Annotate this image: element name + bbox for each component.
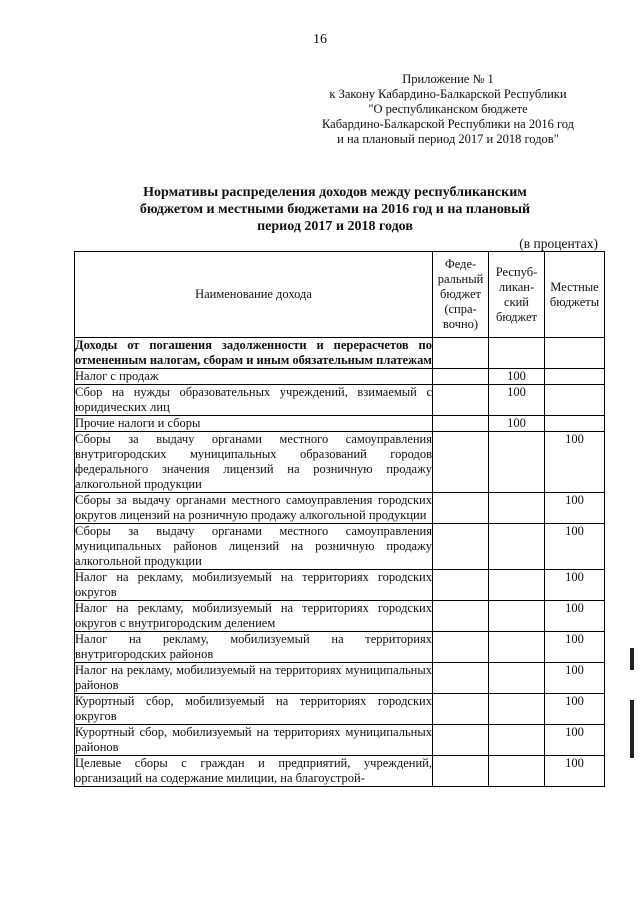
federal-value-cell bbox=[433, 416, 489, 432]
income-name-cell: Курортный сбор, мобилизуемый на территориях городских округов bbox=[75, 694, 432, 723]
local-value-cell bbox=[545, 416, 605, 432]
local-value-cell bbox=[545, 338, 605, 369]
page-number: 16 bbox=[313, 32, 327, 47]
income-name-cell: Налог на рекламу, мобилизуемый на территориях внутригородских районов bbox=[75, 632, 432, 661]
scan-edge-mark bbox=[630, 700, 634, 758]
local-value-cell: 100 bbox=[545, 601, 605, 632]
republic-value-cell bbox=[489, 663, 545, 694]
republic-value-cell bbox=[489, 493, 545, 524]
republic-value-cell bbox=[489, 338, 545, 369]
table-row bbox=[75, 524, 605, 570]
table-row bbox=[75, 570, 605, 601]
local-value-cell: 100 bbox=[545, 493, 605, 524]
federal-value-cell bbox=[433, 570, 489, 601]
income-name-cell: Сборы за выдачу органами местного самоуправления городских округов лицензий на розничную продажу алкогольной продукции bbox=[75, 493, 432, 522]
header-republic-budget: Респуб- ликан- ский бюджет bbox=[489, 252, 545, 338]
header-local-budgets: Местные бюджеты bbox=[545, 252, 605, 338]
table-row bbox=[75, 385, 605, 416]
republic-value-cell bbox=[489, 694, 545, 725]
table-row bbox=[75, 416, 605, 432]
republic-value-cell bbox=[489, 432, 545, 493]
income-name-cell: Налог на рекламу, мобилизуемый на территориях муниципальных районов bbox=[75, 663, 432, 692]
federal-value-cell bbox=[433, 601, 489, 632]
income-name-cell: Курортный сбор, мобилизуемый на территориях муниципальных районов bbox=[75, 725, 432, 754]
local-value-cell bbox=[545, 385, 605, 416]
income-name-cell: Сборы за выдачу органами местного самоуправления внутригородских муниципальных образований городов федерального значения лицензий на розничную продажу алкогольной продукции bbox=[75, 432, 432, 491]
local-value-cell: 100 bbox=[545, 725, 605, 756]
republic-value-cell: 100 bbox=[489, 385, 545, 416]
federal-value-cell bbox=[433, 338, 489, 369]
republic-value-cell bbox=[489, 725, 545, 756]
local-value-cell: 100 bbox=[545, 570, 605, 601]
federal-value-cell bbox=[433, 632, 489, 663]
header-income-name: Наименование дохода bbox=[75, 252, 433, 338]
appendix-line: к Закону Кабардино-Балкарской Республики bbox=[329, 87, 567, 101]
republic-value-cell bbox=[489, 570, 545, 601]
local-value-cell: 100 bbox=[545, 694, 605, 725]
republic-value-cell bbox=[489, 524, 545, 570]
federal-value-cell bbox=[433, 369, 489, 385]
local-value-cell: 100 bbox=[545, 432, 605, 493]
header-federal-budget: Феде- ральный бюджет (спра- вочно) bbox=[433, 252, 489, 338]
units-label: (в процентах) bbox=[519, 236, 598, 251]
table-row bbox=[75, 432, 605, 493]
income-name-cell: Доходы от погашения задолженности и перерасчетов по отмененным налогам, сборам и иным обязательным платежам bbox=[75, 338, 432, 367]
scan-edge-mark bbox=[630, 648, 634, 670]
document-title bbox=[100, 184, 570, 235]
income-name-cell: Прочие налоги и сборы bbox=[75, 416, 433, 432]
republic-value-cell bbox=[489, 756, 545, 787]
local-value-cell: 100 bbox=[545, 524, 605, 570]
republic-value-cell: 100 bbox=[489, 369, 545, 385]
republic-value-cell: 100 bbox=[489, 416, 545, 432]
federal-value-cell bbox=[433, 756, 489, 787]
table-row bbox=[75, 632, 605, 663]
federal-value-cell bbox=[433, 524, 489, 570]
table-row bbox=[75, 369, 605, 385]
table-row bbox=[75, 338, 605, 369]
federal-value-cell bbox=[433, 725, 489, 756]
appendix-line: Кабардино-Балкарской Республики на 2016 год bbox=[321, 117, 575, 131]
table-row bbox=[75, 756, 605, 787]
republic-value-cell bbox=[489, 601, 545, 632]
local-value-cell: 100 bbox=[545, 756, 605, 787]
title-line: период 2017 и 2018 годов bbox=[257, 219, 413, 234]
local-value-cell: 100 bbox=[545, 663, 605, 694]
income-name-cell: Целевые сборы с граждан и предприятий, учреждений, организаций на содержание милиции, на благоустрой- bbox=[75, 756, 432, 785]
republic-value-cell bbox=[489, 632, 545, 663]
table-header-row bbox=[75, 252, 605, 338]
federal-value-cell bbox=[433, 694, 489, 725]
appendix-line: и на плановый период 2017 и 2018 годов" bbox=[337, 132, 559, 146]
income-name-cell: Налог на рекламу, мобилизуемый на территориях городских округов с внутригородским делением bbox=[75, 601, 432, 630]
income-distribution-table bbox=[74, 251, 605, 787]
appendix-line: "О республиканском бюджете bbox=[368, 102, 528, 116]
appendix-line: Приложение № 1 bbox=[402, 72, 494, 86]
income-name-cell: Налог на рекламу, мобилизуемый на территориях городских округов bbox=[75, 570, 432, 599]
table-row bbox=[75, 725, 605, 756]
appendix-header bbox=[298, 72, 598, 147]
table-row bbox=[75, 493, 605, 524]
federal-value-cell bbox=[433, 663, 489, 694]
local-value-cell: 100 bbox=[545, 632, 605, 663]
local-value-cell bbox=[545, 369, 605, 385]
income-name-cell: Сборы за выдачу органами местного самоуправления муниципальных районов лицензий на розничную продажу алкогольной продукции bbox=[75, 524, 432, 568]
table-row bbox=[75, 694, 605, 725]
table-row bbox=[75, 663, 605, 694]
table-row bbox=[75, 601, 605, 632]
federal-value-cell bbox=[433, 432, 489, 493]
income-name-cell: Налог с продаж bbox=[75, 369, 433, 385]
federal-value-cell bbox=[433, 493, 489, 524]
federal-value-cell bbox=[433, 385, 489, 416]
title-line: Нормативы распределения доходов между республиканским bbox=[143, 185, 527, 200]
income-name-cell: Сбор на нужды образовательных учреждений, взимаемый с юридических лиц bbox=[75, 385, 432, 414]
title-line: бюджетом и местными бюджетами на 2016 год и на плановый bbox=[139, 202, 531, 217]
